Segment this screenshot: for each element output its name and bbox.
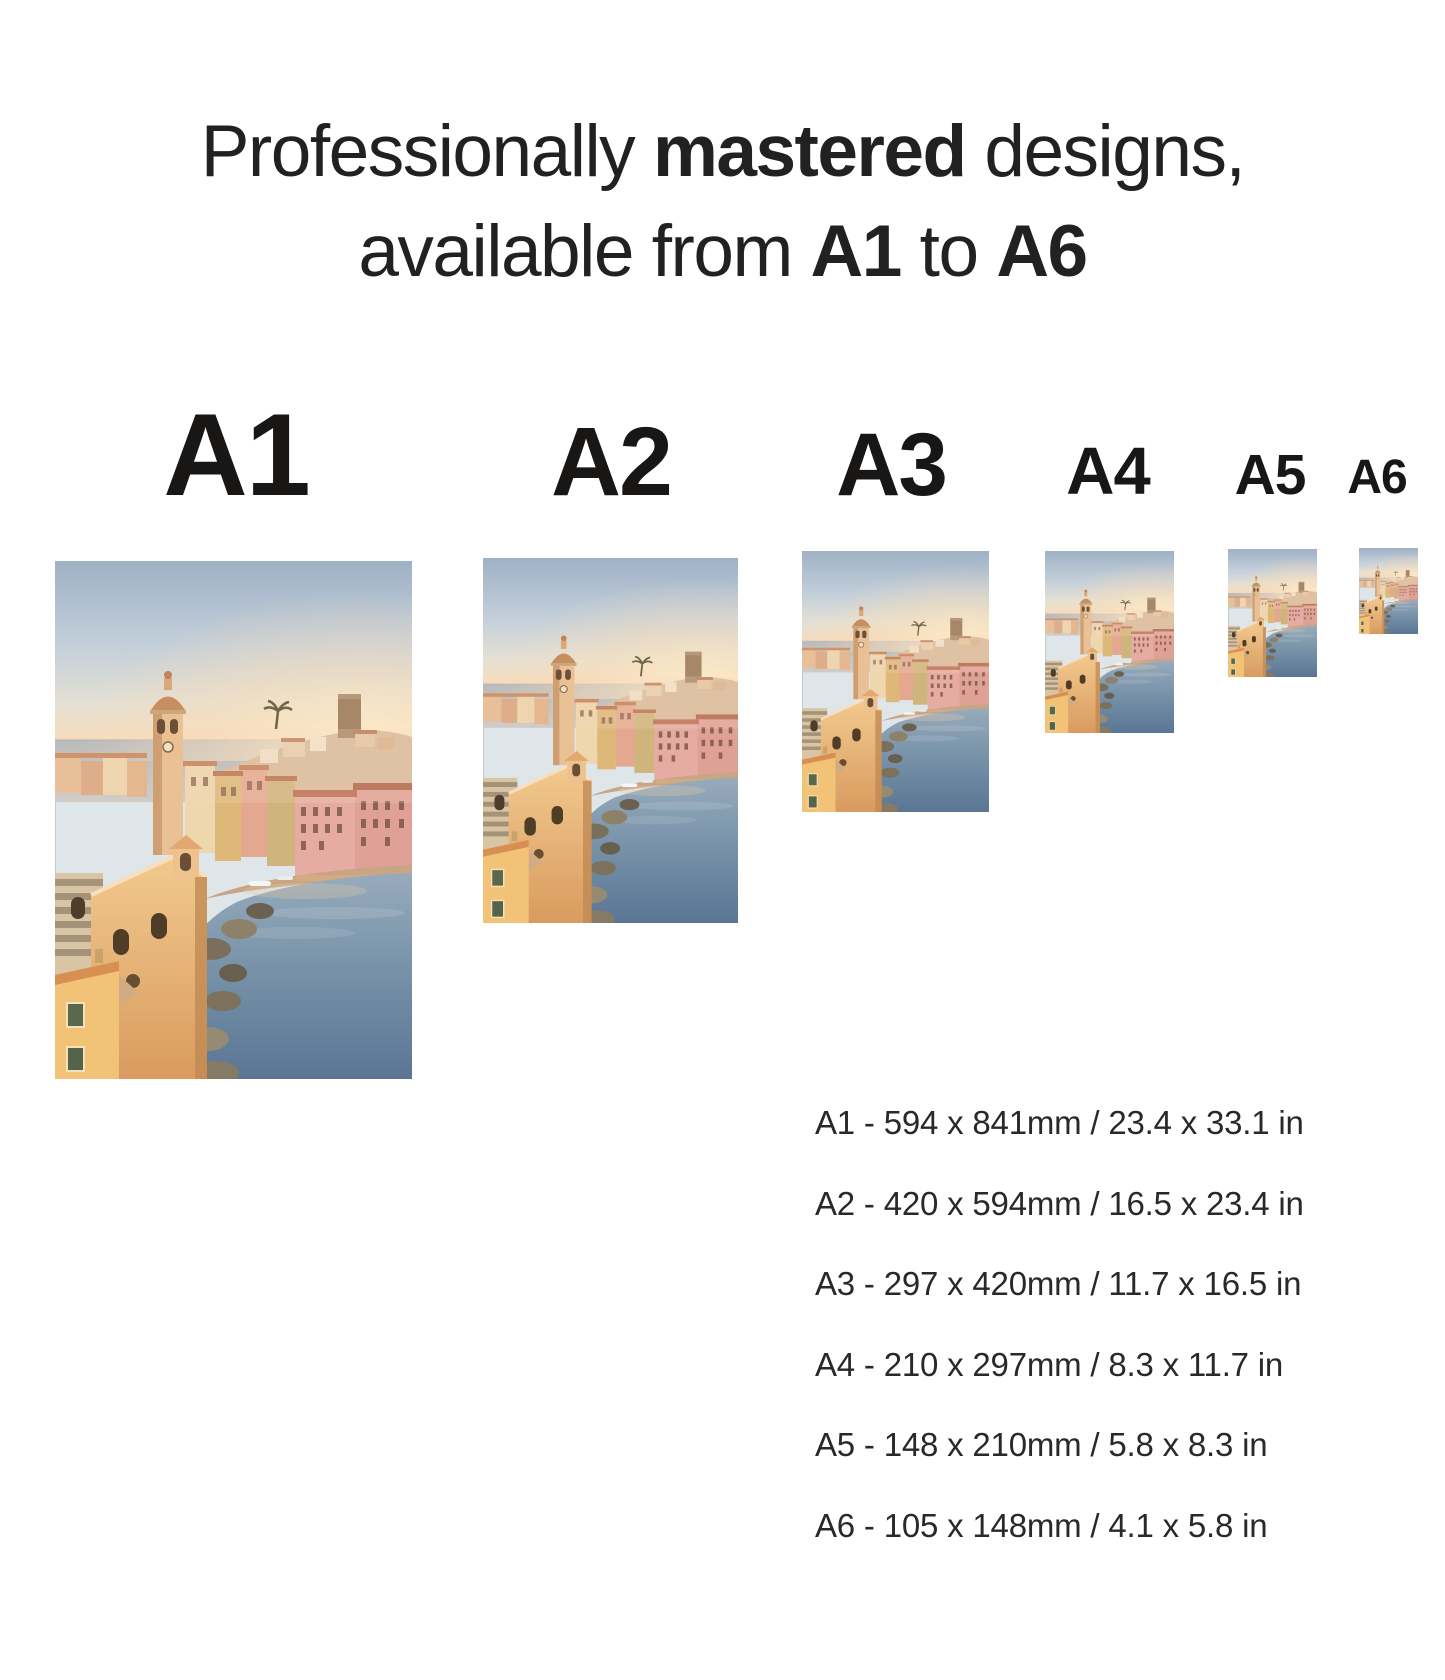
size-label-a1: A1 <box>163 389 309 520</box>
vernazza-photo <box>1228 549 1317 677</box>
size-label-a3: A3 <box>836 414 946 514</box>
poster-a4 <box>1045 551 1174 733</box>
dimension-line-a5: A5 - 148 x 210mm / 5.8 x 8.3 in <box>815 1426 1268 1463</box>
size-label-a5: A5 <box>1234 443 1306 507</box>
size-label-a2: A2 <box>551 407 671 516</box>
title-line-1: Professionally mastered designs, <box>200 111 1245 192</box>
poster-a3 <box>802 551 989 812</box>
title-line-2: available from A1 to A6 <box>358 211 1087 292</box>
vernazza-photo <box>483 558 738 923</box>
dimension-line-a4: A4 - 210 x 297mm / 8.3 x 11.7 in <box>815 1345 1284 1383</box>
page-title <box>0 102 1445 302</box>
dimension-list <box>815 1083 1304 1566</box>
vernazza-photo <box>55 561 412 1079</box>
size-label-a6: A6 <box>1347 451 1407 504</box>
dimension-line-a1: A1 - 594 x 841mm / 23.4 x 33.1 in <box>815 1104 1304 1141</box>
poster-a6 <box>1359 548 1418 634</box>
vernazza-photo <box>1359 548 1418 634</box>
vernazza-photo <box>1045 551 1174 733</box>
dimension-line-a2: A2 - 420 x 594mm / 16.5 x 23.4 in <box>815 1184 1304 1222</box>
poster-a1 <box>55 561 412 1079</box>
dimension-line-a3: A3 - 297 x 420mm / 11.7 x 16.5 in <box>815 1265 1302 1302</box>
poster-a5 <box>1228 549 1317 677</box>
size-label-a4: A4 <box>1066 434 1150 509</box>
poster-a2 <box>483 558 738 923</box>
dimension-line-a6: A6 - 105 x 148mm / 4.1 x 5.8 in <box>815 1506 1268 1544</box>
vernazza-photo <box>802 551 989 812</box>
